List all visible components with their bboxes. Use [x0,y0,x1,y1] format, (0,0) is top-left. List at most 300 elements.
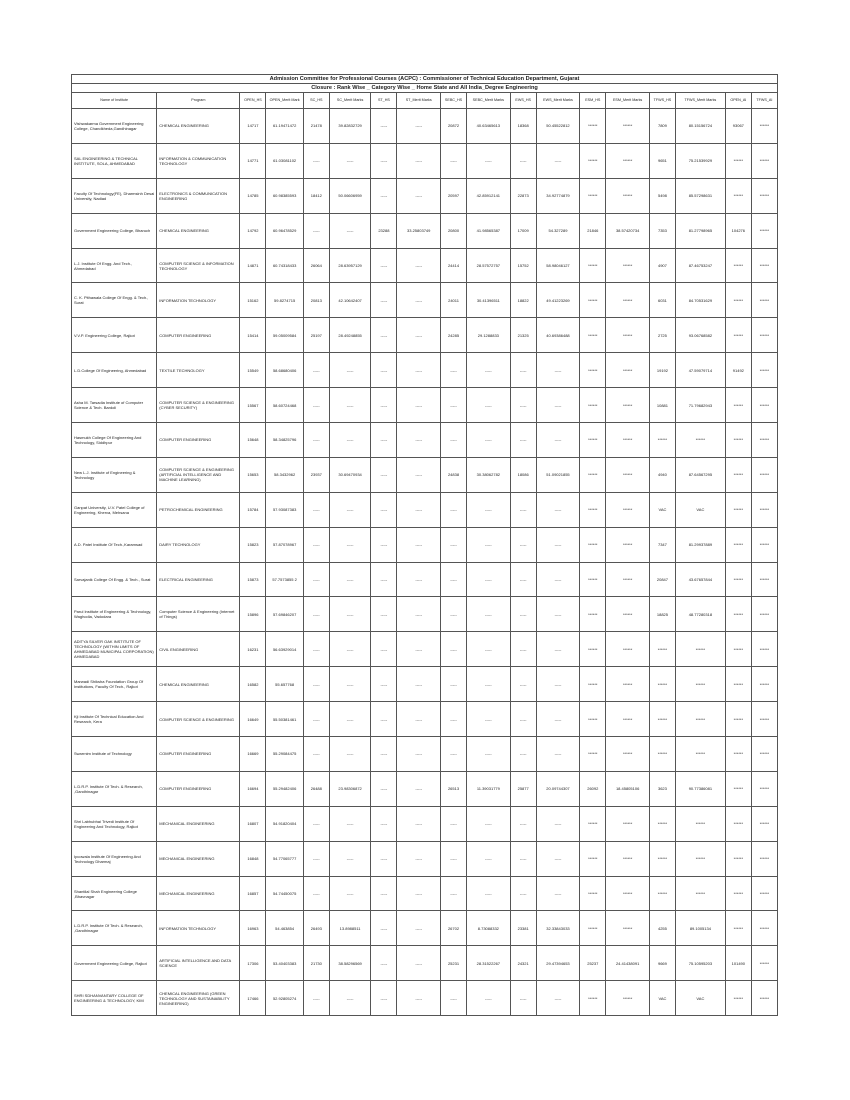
value-cell: 58.68680406 [266,353,303,388]
value-cell: ****** [606,492,650,527]
program-cell: PETROCHEMICAL ENGINEERING [157,492,240,527]
value-cell: 18368 [510,109,536,144]
value-cell: 59.05009584 [266,318,303,353]
value-cell: ----- [303,702,329,737]
value-cell: ----- [329,527,371,562]
value-cell: ----- [397,353,441,388]
value-cell: 30.38062782 [467,457,511,492]
program-cell: CIVIL ENGINEERING [157,632,240,667]
value-cell: 39.82832729 [329,109,371,144]
value-cell: ----- [397,248,441,283]
value-cell: ----- [371,562,397,597]
value-cell: ----- [441,423,467,458]
value-cell: 9669 [649,946,675,981]
value-cell: ****** [606,109,650,144]
value-cell: ----- [467,737,511,772]
column-header: ESM_HS [580,93,606,109]
value-cell: 54.327289 [536,213,580,248]
institute-cell: New L.J. Institute of Engineering & Technology [72,457,157,492]
table-row [72,981,778,1016]
value-cell: 18.45805106 [606,771,650,806]
column-header: OPEN_HS [240,93,266,109]
value-cell: 49.41223269 [536,283,580,318]
value-cell: ----- [510,353,536,388]
value-cell: ----- [397,981,441,1016]
value-cell: 32.33843033 [536,911,580,946]
value-cell: ****** [606,283,650,318]
value-cell: 16669 [240,737,266,772]
value-cell: 14871 [240,248,266,283]
value-cell: 15162 [240,283,266,318]
value-cell: 2725 [649,318,675,353]
table-row [72,457,778,492]
value-cell: 29.1288833 [467,318,511,353]
column-header: Program [157,93,240,109]
value-cell: 13.8988511 [329,911,371,946]
table-row [72,911,778,946]
value-cell: ----- [536,981,580,1016]
value-cell: ----- [536,423,580,458]
value-cell: 60.74318433 [266,248,303,283]
value-cell: 14717 [240,109,266,144]
value-cell: 34.92774879 [536,178,580,213]
value-cell: ----- [467,806,511,841]
value-cell: 20.09744307 [536,771,580,806]
institute-cell: L.D.College Of Engineering, Ahmedabad [72,353,157,388]
value-cell: ----- [536,388,580,423]
value-cell: ****** [675,667,725,702]
institute-cell: ADITYA SILVER OAK INSTITUTE OF TECHNOLOGY (WITHIN LIMITS OF AHMEDABAD MUNICIPAL CORPORATION) AHMEDABAD [72,632,157,667]
value-cell: 85.57298631 [675,178,725,213]
value-cell: ----- [536,841,580,876]
value-cell: ----- [371,527,397,562]
value-cell: ----- [397,702,441,737]
value-cell: ****** [751,806,777,841]
column-header: ST_Merit Marks [397,93,441,109]
value-cell: ----- [397,911,441,946]
value-cell: ----- [536,562,580,597]
value-cell: ****** [580,702,606,737]
value-cell: ----- [467,632,511,667]
value-cell: ----- [536,806,580,841]
value-cell: ----- [397,632,441,667]
value-cell: ****** [751,876,777,911]
value-cell: 30.41396511 [467,283,511,318]
value-cell: ----- [441,353,467,388]
value-cell: ----- [441,562,467,597]
value-cell: ----- [329,981,371,1016]
value-cell: 16857 [240,876,266,911]
value-cell: ****** [606,911,650,946]
value-cell: ----- [397,737,441,772]
program-cell: COMPUTER ENGINEERING [157,737,240,772]
value-cell: ----- [371,737,397,772]
value-cell: 14785 [240,178,266,213]
program-cell: Computer Science & Engineering (Internet of Things) [157,597,240,632]
value-cell: 55.657768 [266,667,303,702]
value-cell: ****** [580,632,606,667]
value-cell: ****** [751,527,777,562]
value-cell: ****** [606,737,650,772]
value-cell: ----- [303,388,329,423]
institute-cell: Parul Institute of Engineering & Technology, Waghodia, Vadodara [72,597,157,632]
table-row [72,771,778,806]
value-cell: ****** [580,423,606,458]
value-cell: ****** [725,562,751,597]
value-cell: ****** [725,876,751,911]
value-cell: ****** [606,178,650,213]
value-cell: ----- [510,806,536,841]
value-cell: 5498 [649,178,675,213]
value-cell: ----- [371,318,397,353]
value-cell: 29.47394653 [536,946,580,981]
value-cell: ----- [303,737,329,772]
value-cell: 24011 [441,283,467,318]
institute-cell: A.D. Patel Institute Of Tech.,Karamsad [72,527,157,562]
value-cell: ----- [467,841,511,876]
value-cell: ****** [751,213,777,248]
value-cell: ****** [649,841,675,876]
value-cell: ----- [371,876,397,911]
value-cell: ****** [606,597,650,632]
value-cell: 15873 [240,562,266,597]
table-row [72,946,778,981]
value-cell: ----- [303,527,329,562]
value-cell: ----- [510,597,536,632]
value-cell: 11.39031779 [467,771,511,806]
value-cell: ****** [725,283,751,318]
program-cell: INFORMATION & COMMUNICATION TECHNOLOGY [157,143,240,178]
value-cell: ****** [675,737,725,772]
value-cell: 16694 [240,771,266,806]
value-cell: ----- [303,562,329,597]
value-cell: 55.29084475 [266,737,303,772]
value-cell: ----- [329,632,371,667]
value-cell: 26488 [303,771,329,806]
program-cell: ELECTRICAL ENGINEERING [157,562,240,597]
value-cell: 26064 [303,248,329,283]
value-cell: 8.73088332 [467,911,511,946]
value-cell: 28.57572757 [467,248,511,283]
institute-cell: Asha M. Tarsadia Institute of Computer Science & Tech. Bardoli [72,388,157,423]
value-cell: 4907 [649,248,675,283]
program-cell: COMPUTER ENGINEERING [157,318,240,353]
value-cell: 26092 [580,771,606,806]
value-cell: VAC [675,492,725,527]
value-cell: ****** [649,876,675,911]
value-cell: 28.63957129 [329,248,371,283]
value-cell: 16649 [240,702,266,737]
value-cell: 33.25803749 [397,213,441,248]
column-header: EWS_Merit Marks [536,93,580,109]
institute-cell: Kji Institute Of Technical Education And Research, Kera [72,702,157,737]
institute-cell: L.D.R.P. Institute Of Tech. & Research, ,Gandhinagar [72,771,157,806]
value-cell: 55.50381461 [266,702,303,737]
value-cell: ----- [510,423,536,458]
value-cell: ****** [580,492,606,527]
value-cell: ----- [536,143,580,178]
value-cell: ****** [580,667,606,702]
column-header: EWS_HS [510,93,536,109]
value-cell: ****** [606,806,650,841]
value-cell: 24321 [510,946,536,981]
column-header: SEBC_Merit Marks [467,93,511,109]
value-cell: ----- [303,806,329,841]
value-cell: 14792 [240,213,266,248]
value-cell: 40.63465613 [467,109,511,144]
value-cell: ****** [606,423,650,458]
value-cell: 15414 [240,318,266,353]
value-cell: ****** [751,981,777,1016]
value-cell: ****** [725,423,751,458]
value-cell: ****** [751,423,777,458]
column-header: TFWS_AI [751,93,777,109]
value-cell: ****** [725,981,751,1016]
value-cell: 55.29482406 [266,771,303,806]
program-cell: COMPUTER ENGINEERING [157,423,240,458]
value-cell: ----- [441,667,467,702]
value-cell: 24.41438091 [606,946,650,981]
value-cell: 3623 [649,771,675,806]
value-cell: ----- [441,527,467,562]
value-cell: 14771 [240,143,266,178]
value-cell: ----- [329,737,371,772]
value-cell: ----- [371,632,397,667]
value-cell: ----- [303,492,329,527]
value-cell: 84.70531629 [675,283,725,318]
institute-cell: Faculty Of Technology(FE), Dharmsinh Desai University, Nadiad [72,178,157,213]
value-cell: 20872 [441,109,467,144]
value-cell: ****** [606,841,650,876]
value-cell: ****** [751,737,777,772]
value-cell: ----- [371,911,397,946]
value-cell: ----- [441,702,467,737]
value-cell: 59.8274715 [266,283,303,318]
institute-cell: C. K. Pithawala College Of Engg. & Tech., Surat [72,283,157,318]
program-cell: COMPUTER SCIENCE & ENGINEERING [157,702,240,737]
column-header: TFWS_Merit Marks [675,93,725,109]
value-cell: ----- [510,981,536,1016]
institute-cell: Government Engineering College, Rajkot [72,946,157,981]
value-cell: 21730 [303,946,329,981]
value-cell: ----- [397,946,441,981]
institute-cell: Shantilal Shah Engineering College ,Bhavnagar [72,876,157,911]
value-cell: ****** [580,806,606,841]
value-cell: VAC [649,981,675,1016]
program-cell: CHEMICAL ENGINEERING [157,213,240,248]
value-cell: ----- [397,318,441,353]
value-cell: 58.3432962 [266,457,303,492]
value-cell: ****** [606,248,650,283]
value-cell: ----- [371,248,397,283]
value-cell: 93.06768582 [675,318,725,353]
value-cell: ----- [303,981,329,1016]
value-cell: ****** [580,178,606,213]
value-cell: ----- [371,841,397,876]
value-cell: ----- [329,597,371,632]
value-cell: ----- [510,702,536,737]
value-cell: 43.67657844 [675,562,725,597]
value-cell: 20800 [441,213,467,248]
column-header: SC_HS [303,93,329,109]
value-cell: ****** [751,841,777,876]
column-header: OPEN_Merit Mark [266,93,303,109]
document-subtitle: Closure : Rank Wise _ Category Wise _ Home State and All India_Degree Engineering [72,84,778,93]
value-cell: ----- [329,876,371,911]
table-row [72,388,778,423]
value-cell: ****** [725,492,751,527]
value-cell: ----- [536,876,580,911]
value-cell: ----- [371,946,397,981]
value-cell: ----- [329,841,371,876]
value-cell: ****** [606,527,650,562]
value-cell: 41.98565387 [467,213,511,248]
value-cell: 23288 [371,213,397,248]
value-cell: ****** [580,737,606,772]
institute-cell: L.D.R.P. Institute Of Tech. & Research, ,Gandhinagar [72,911,157,946]
program-cell: TEXTILE TECHNOLOGY [157,353,240,388]
value-cell: 17466 [240,981,266,1016]
value-cell: ****** [606,632,650,667]
value-cell: 57.69846207 [266,597,303,632]
value-cell: 16582 [240,667,266,702]
value-cell: ----- [467,876,511,911]
value-cell: 10881 [649,388,675,423]
value-cell: ----- [397,562,441,597]
value-cell: ****** [725,737,751,772]
value-cell: 52.92805274 [266,981,303,1016]
value-cell: ----- [536,632,580,667]
value-cell: ****** [751,283,777,318]
value-cell: ****** [580,143,606,178]
value-cell: 24838 [441,457,467,492]
value-cell: ****** [725,667,751,702]
value-cell: 19192 [649,353,675,388]
value-cell: 21846 [580,213,606,248]
value-cell: 57.7573855 2 [266,562,303,597]
column-header: SEBC_HS [441,93,467,109]
value-cell: ****** [675,423,725,458]
value-cell: ****** [580,318,606,353]
value-cell: 23.98306872 [329,771,371,806]
value-cell: ****** [725,143,751,178]
institute-cell: Shri Labhubhai Trivedi Institute Of Engineering And Technology, Rajkot [72,806,157,841]
value-cell: 87.64567295 [675,457,725,492]
value-cell: 7353 [649,213,675,248]
table-header-row [72,93,778,109]
value-cell: 89.1005134 [675,911,725,946]
value-cell: ****** [675,632,725,667]
value-cell: ****** [675,806,725,841]
value-cell: 71.79682943 [675,388,725,423]
value-cell: ----- [510,143,536,178]
value-cell: ****** [725,911,751,946]
value-cell: ----- [510,492,536,527]
value-cell: ----- [510,841,536,876]
table-row [72,876,778,911]
program-cell: ELECTRONICS & COMMUNICATION ENGINEERING [157,178,240,213]
value-cell: ----- [536,597,580,632]
value-cell: ----- [536,702,580,737]
value-cell: ----- [371,457,397,492]
value-cell: ****** [580,876,606,911]
value-cell: ----- [329,353,371,388]
value-cell: 7347 [649,527,675,562]
value-cell: 25197 [303,318,329,353]
value-cell: 54.463854 [266,911,303,946]
value-cell: ----- [303,423,329,458]
value-cell: 4255 [649,911,675,946]
value-cell: ****** [751,143,777,178]
value-cell: 80.15156724 [675,109,725,144]
value-cell: ****** [751,248,777,283]
institute-cell: Hasmukh College Of Engineering And Technology, Siddhpur [72,423,157,458]
value-cell: ****** [649,632,675,667]
value-cell: ----- [510,737,536,772]
value-cell: ****** [751,457,777,492]
table-row [72,841,778,876]
value-cell: 58.98046127 [536,248,580,283]
value-cell: ****** [725,702,751,737]
program-cell: MECHANICAL ENGINEERING [157,806,240,841]
program-cell: INFORMATION TECHNOLOGY [157,283,240,318]
value-cell: ----- [303,213,329,248]
value-cell: ----- [536,492,580,527]
value-cell: ----- [371,981,397,1016]
value-cell: 16848 [240,841,266,876]
value-cell: ****** [580,562,606,597]
value-cell: ****** [725,318,751,353]
value-cell: 18822 [510,283,536,318]
program-cell: DAIRY TECHNOLOGY [157,527,240,562]
table-row [72,737,778,772]
table-row [72,597,778,632]
value-cell: ----- [397,771,441,806]
value-cell: ----- [303,667,329,702]
value-cell: ----- [371,806,397,841]
value-cell: 48.77280318 [675,597,725,632]
value-cell: ****** [606,667,650,702]
value-cell: 18086 [510,457,536,492]
value-cell: ----- [441,143,467,178]
value-cell: 15784 [240,492,266,527]
value-cell: ****** [751,178,777,213]
value-cell: 4940 [649,457,675,492]
value-cell: 16963 [240,911,266,946]
value-cell: VAC [649,492,675,527]
value-cell: ----- [441,492,467,527]
value-cell: ----- [397,388,441,423]
value-cell: 24285 [441,318,467,353]
value-cell: ****** [751,492,777,527]
value-cell: 91492 [725,353,751,388]
value-cell: ----- [371,702,397,737]
value-cell: 42.10642407 [329,283,371,318]
value-cell: ----- [371,667,397,702]
value-cell: ----- [441,876,467,911]
value-cell: ----- [467,423,511,458]
value-cell: 25231 [441,946,467,981]
value-cell: 38.58296569 [329,946,371,981]
value-cell: ****** [580,527,606,562]
value-cell: 81.29937889 [675,527,725,562]
institute-cell: Sarvajanik College Of Engg. & Tech., Surat [72,562,157,597]
value-cell: ----- [397,283,441,318]
value-cell: ----- [397,597,441,632]
table-row [72,143,778,178]
value-cell: ****** [751,771,777,806]
value-cell: 57.93087383 [266,492,303,527]
